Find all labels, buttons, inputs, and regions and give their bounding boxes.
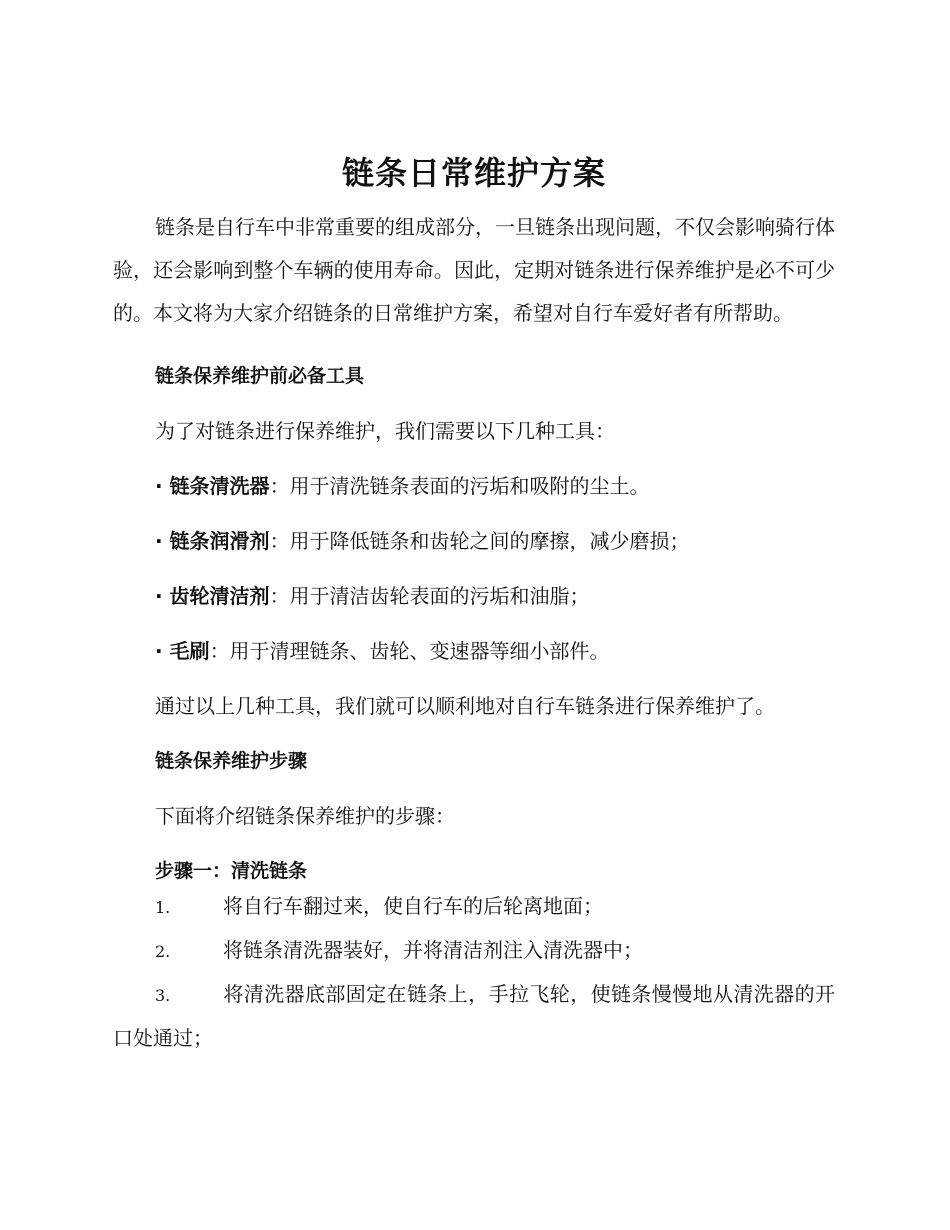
tool-name: · 齿轮清洁剂 [155,584,270,608]
step-text: 将链条清洗器装好，并将清洁剂注入清洗器中； [223,938,643,962]
tool-item [113,637,835,665]
tool-description: ：用于清理链条、齿轮、变速器等细小部件。 [209,639,610,663]
tool-name: · 链条清洗器 [155,474,270,498]
tools-closing-paragraph: 通过以上几种工具，我们就可以顺利地对自行车链条进行保养维护了。 [155,694,775,718]
tool-name: · 链条润滑剂 [155,529,270,553]
tools-lead-paragraph: 为了对链条进行保养维护，我们需要以下几种工具： [155,419,615,443]
steps-lead-paragraph: 下面将介绍链条保养维护的步骤： [155,804,455,828]
tool-name: · 毛刷 [155,639,210,663]
tool-description: ：用于降低链条和齿轮之间的摩擦，减少磨损； [269,529,690,553]
step-number: 2. [155,942,171,961]
intro-paragraph: 链条是自行车中非常重要的组成部分，一旦链条出现问题，不仅会影响骑行体验，还会影响到整个车辆的使用寿命。因此，定期对链条进行保养维护是必不可少的。本文将为大家介绍链条的日常维护方案，希望对自行车爱好者有所帮助。 [113,215,835,325]
step-text: 将自行车翻过来，使自行车的后轮离地面； [223,894,603,918]
tool-item [113,582,835,610]
step-list-item [113,885,835,929]
step-number: 1. [155,898,171,917]
section-heading-steps: 链条保养维护步骤 [155,750,308,772]
tool-item [113,527,835,555]
step-list-item [113,973,835,1060]
step-list-item [113,929,835,973]
document-body [113,150,835,1060]
tool-description: ：用于清洗链条表面的污垢和吸附的尘土。 [269,474,650,498]
tool-item [113,472,835,500]
tool-description: ：用于清洁齿轮表面的污垢和油脂； [269,584,590,608]
section-heading-tools: 链条保养维护前必备工具 [155,365,365,387]
step-number: 3. [155,986,171,1005]
step-text: 将清洗器底部固定在链条上，手拉飞轮，使链条慢慢地从清洗器的开口处通过； [113,982,835,1050]
page-title: 链条日常维护方案 [341,154,606,192]
step-one-heading: 步骤一：清洗链条 [155,860,308,882]
